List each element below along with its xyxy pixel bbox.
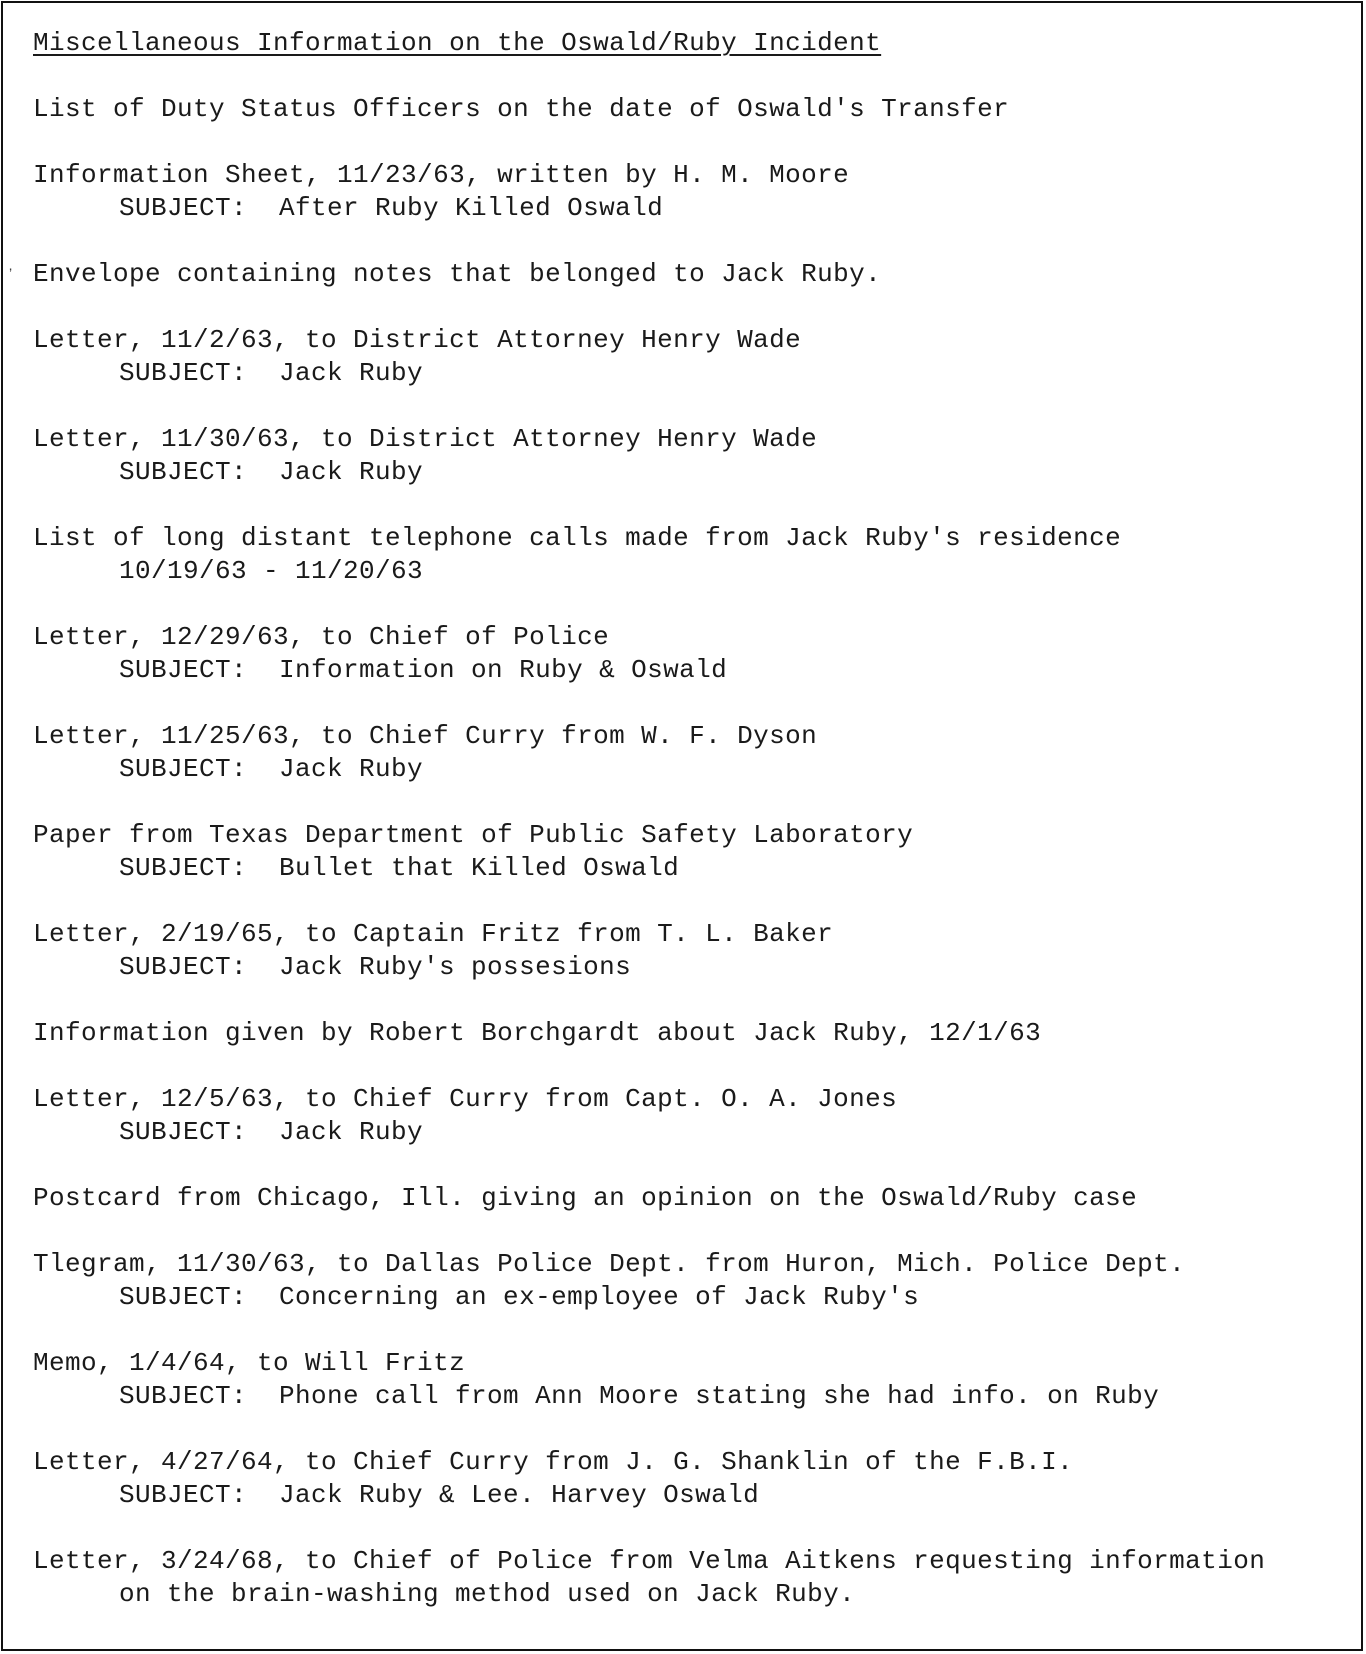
entry-subline: SUBJECT: Jack Ruby & Lee. Harvey Oswald [119, 1480, 760, 1510]
entry-line: Postcard from Chicago, Ill. giving an opinion on the Oswald/Ruby case [33, 1183, 1138, 1213]
list-item [33, 423, 1343, 489]
list-item [33, 1545, 1343, 1611]
list-item [33, 720, 1343, 786]
entry-subline: SUBJECT: Jack Ruby [119, 457, 424, 487]
document-title: Miscellaneous Information on the Oswald/Ruby Incident [33, 28, 882, 58]
entry-line: Letter, 3/24/68, to Chief of Police from Velma Aitkens requesting information [33, 1546, 1266, 1576]
entry-line: Information Sheet, 11/23/63, written by H. M. Moore [33, 160, 850, 190]
stray-mark: ’ [9, 265, 13, 281]
entry-subline: on the brain-washing method used on Jack Ruby. [119, 1579, 856, 1609]
entry-line: Letter, 11/2/63, to District Attorney Henry Wade [33, 325, 802, 355]
entry-line: List of long distant telephone calls made from Jack Ruby's residence [33, 523, 1122, 553]
entry-line: Letter, 2/19/65, to Captain Fritz from T. L. Baker [33, 919, 834, 949]
list-item [33, 819, 1343, 885]
entry-line: Envelope containing notes that belonged to Jack Ruby. [33, 259, 882, 289]
list-item [33, 1083, 1343, 1149]
entry-line: List of Duty Status Officers on the date of Oswald's Transfer [33, 94, 1010, 124]
entry-line: Letter, 12/29/63, to Chief of Police [33, 622, 610, 652]
list-item [33, 1017, 1343, 1050]
list-item [33, 1182, 1343, 1215]
entry-subline: SUBJECT: Phone call from Ann Moore stating she had info. on Ruby [119, 1381, 1160, 1411]
list-item [33, 1446, 1343, 1512]
entry-subline: SUBJECT: Concerning an ex-employee of Jack Ruby's [119, 1282, 920, 1312]
entry-line: Paper from Texas Department of Public Safety Laboratory [33, 820, 914, 850]
entry-subline: 10/19/63 - 11/20/63 [119, 556, 424, 586]
entry-subline: SUBJECT: Jack Ruby [119, 1117, 424, 1147]
list-item [33, 258, 1343, 291]
entry-line: Memo, 1/4/64, to Will Fritz [33, 1348, 466, 1378]
entry-subline: SUBJECT: Jack Ruby's possesions [119, 952, 632, 982]
list-item [33, 93, 1343, 126]
entry-line: Letter, 12/5/63, to Chief Curry from Capt. O. A. Jones [33, 1084, 898, 1114]
document-page [1, 1, 1363, 1651]
entry-subline: SUBJECT: Jack Ruby [119, 358, 424, 388]
list-item [33, 324, 1343, 390]
list-item [33, 1248, 1343, 1314]
entry-subline: SUBJECT: Bullet that Killed Oswald [119, 853, 680, 883]
entry-subline: SUBJECT: Information on Ruby & Oswald [119, 655, 728, 685]
list-item [33, 918, 1343, 984]
entry-subline: SUBJECT: Jack Ruby [119, 754, 424, 784]
entry-line: Tlegram, 11/30/63, to Dallas Police Dept. from Huron, Mich. Police Dept. [33, 1249, 1186, 1279]
entry-line: Information given by Robert Borchgardt about Jack Ruby, 12/1/63 [33, 1018, 1042, 1048]
entry-line: Letter, 11/25/63, to Chief Curry from W. F. Dyson [33, 721, 818, 751]
document-body [33, 27, 1343, 1611]
list-item [33, 1347, 1343, 1413]
entry-subline: SUBJECT: After Ruby Killed Oswald [119, 193, 664, 223]
list-item [33, 621, 1343, 687]
list-item [33, 159, 1343, 225]
entry-line: Letter, 11/30/63, to District Attorney Henry Wade [33, 424, 818, 454]
list-item [33, 522, 1343, 588]
entry-line: Letter, 4/27/64, to Chief Curry from J. G. Shanklin of the F.B.I. [33, 1447, 1074, 1477]
